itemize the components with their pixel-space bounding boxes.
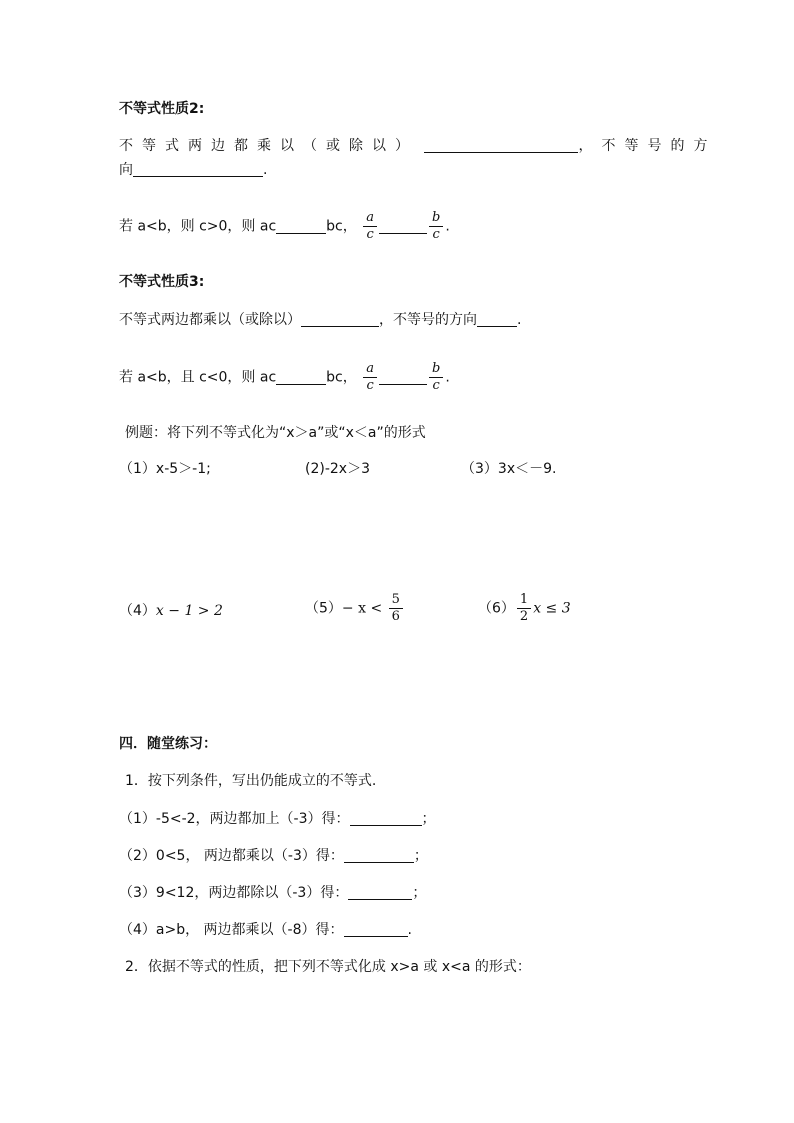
fraction-a-over-c: $\frac{a}{c}$ xyxy=(363,361,377,394)
property-2-statement-line1: 不等式两边都乘以（或除以） ，不等号的方 xyxy=(119,138,717,154)
practice-item-1: （1）-5<-2，两边都加上（-3）得： ； xyxy=(119,811,436,827)
answer-blank[interactable] xyxy=(477,312,517,327)
practice-item-2: （2）0<5， 两边都乘以（-3）得： ； xyxy=(119,848,428,864)
fraction-five-sixths: $\frac{5}{6}$ xyxy=(389,592,403,625)
answer-blank[interactable] xyxy=(133,162,263,177)
example-item-2: (2)-2x＞3 xyxy=(305,461,370,477)
answer-blank[interactable] xyxy=(276,219,326,234)
example-item-1: （1）x-5＞-1; xyxy=(119,461,211,477)
answer-blank[interactable] xyxy=(379,219,427,234)
answer-blank[interactable] xyxy=(344,922,408,937)
answer-blank[interactable] xyxy=(424,138,578,153)
answer-blank[interactable] xyxy=(350,811,422,826)
example-title: 例题：将下列不等式化为“x＞a”或“x＜a”的形式 xyxy=(125,425,426,441)
answer-blank[interactable] xyxy=(276,370,326,385)
example-item-3: （3）3x＜－9. xyxy=(461,461,557,477)
property-3-heading: 不等式性质3: xyxy=(119,274,205,290)
fraction-one-half: $\frac{1}{2}$ xyxy=(517,592,531,625)
practice-question-1: 1．按下列条件，写出仍能成立的不等式. xyxy=(125,773,377,789)
example-item-5: （5）− x < $\frac{5}{6}$ xyxy=(305,592,405,625)
practice-question-2: 2．依据不等式的性质，把下列不等式化成 x>a 或 x<a 的形式： xyxy=(125,959,531,975)
example-item-6: （6） $\frac{1}{2}$ x ≤ 3 xyxy=(478,592,571,624)
answer-blank[interactable] xyxy=(344,848,414,863)
property-2-statement-line2: 向 . xyxy=(119,162,268,178)
practice-item-3: （3）9<12，两边都除以（-3）得： ； xyxy=(119,885,427,901)
fraction-b-over-c: $\frac{b}{c}$ xyxy=(429,210,443,243)
property-2-example: 若 a<b，则 c>0，则 ac bc， $\frac{a}{c}$ $\frac{b}{c}$ . xyxy=(119,210,450,242)
property-3-statement: 不等式两边都乘以（或除以） ，不等号的方向 . xyxy=(119,312,522,328)
property-2-heading: 不等式性质2: xyxy=(119,101,205,117)
answer-blank[interactable] xyxy=(301,312,379,327)
fraction-b-over-c: $\frac{b}{c}$ xyxy=(429,361,443,394)
answer-blank[interactable] xyxy=(348,885,412,900)
answer-blank[interactable] xyxy=(379,370,427,385)
practice-heading: 四．随堂练习： xyxy=(119,736,217,752)
property-3-example: 若 a<b，且 c<0，则 ac bc， $\frac{a}{c}$ $\frac{b}{c}$ . xyxy=(119,361,450,393)
fraction-a-over-c: $\frac{a}{c}$ xyxy=(363,210,377,243)
property-2-statement-text: 不等式两边都乘以（或除以） xyxy=(119,138,418,154)
practice-item-4: （4）a>b， 两边都乘以（-8）得： . xyxy=(119,922,412,938)
example-item-4: （4）x − 1 > 2 xyxy=(119,603,223,619)
